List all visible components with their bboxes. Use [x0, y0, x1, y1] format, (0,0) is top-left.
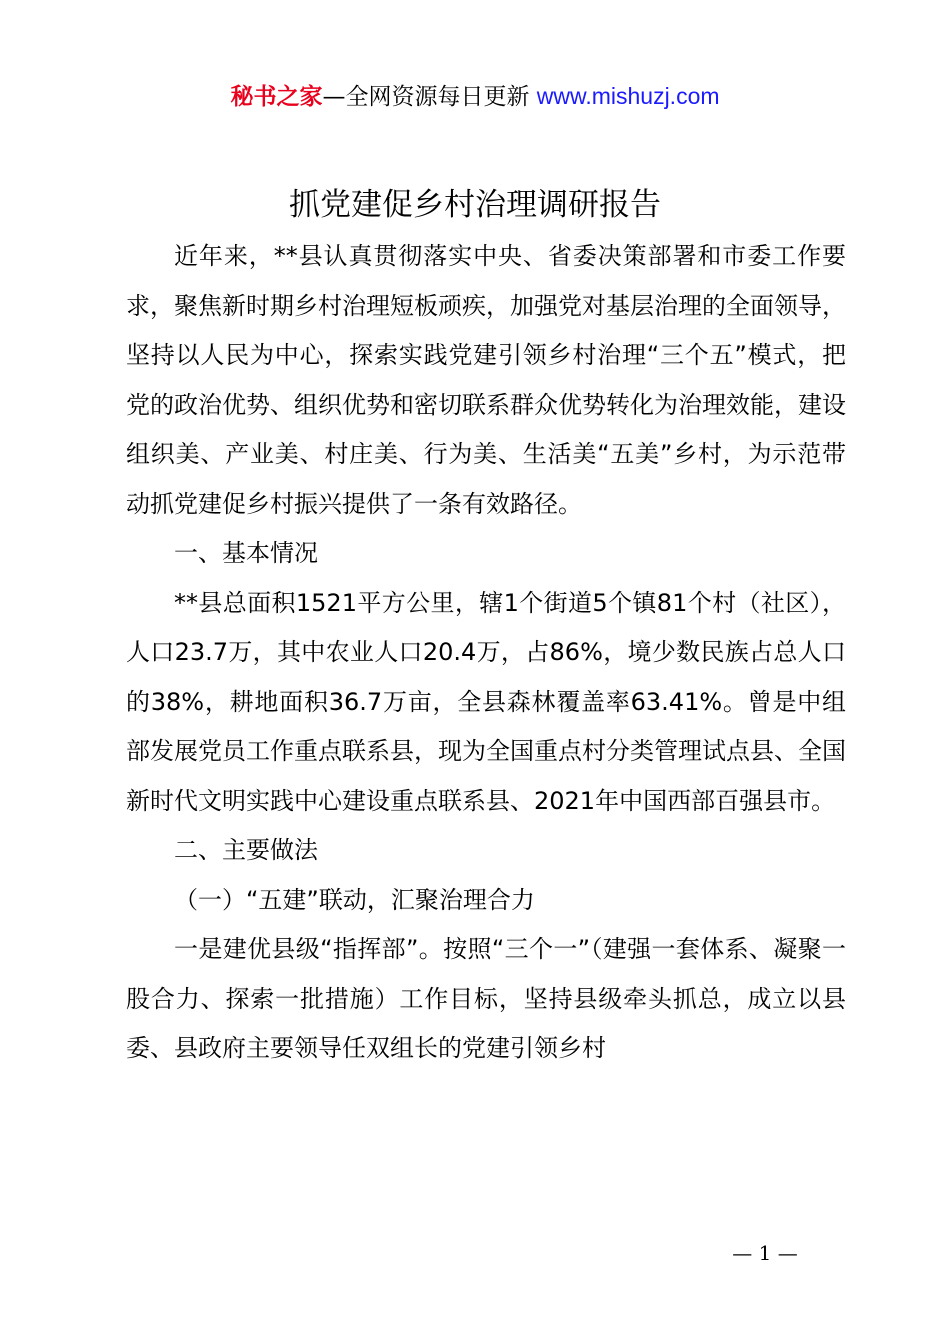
brand-name: 秘书之家: [230, 84, 323, 110]
paragraph-basic-situation: **县总面积1521平方公里，辖1个街道5个镇81个村（社区），人口23.7万，其中农业人口20.4万，占86%，境少数民族占总人口的38%，耕地面积36.7万亩，全县森林覆盖率63.41%。曾是中组部发展党员工作重点联系县，现为全国重点村分类管理试点县、全国新时代文明实践中心建设重点联系县、2021年中国西部百强县市。: [126, 588, 846, 815]
paragraph-county-command: 一是建优县级“指挥部”。按照“三个一”（建强一套体系、凝聚一股合力、探索一批措施）工作目标，坚持县级牵头抓总，成立以县委、县政府主要领导任双组长的党建引领乡村: [126, 935, 846, 1062]
page-number: — 1 —: [732, 1241, 798, 1265]
document-title: 抓党建促乡村治理调研报告: [289, 187, 661, 223]
subsection-heading-five-builds: （一）“五建”联动，汇聚治理合力: [174, 885, 535, 914]
section-heading-main-practices: 二、主要做法: [174, 836, 318, 864]
header-tagline: —全网资源每日更新: [322, 84, 530, 110]
site-url-link[interactable]: www.mishuzj.com: [536, 83, 720, 109]
site-header: [0, 80, 950, 113]
section-heading-basic-situation: 一、基本情况: [174, 539, 318, 567]
document-body: [126, 232, 846, 1074]
paragraph-intro: 近年来，**县认真贯彻落实中央、省委决策部署和市委工作要求，聚焦新时期乡村治理短板顽疾，加强党对基层治理的全面领导，坚持以人民为中心，探索实践党建引领乡村治理“三个五”模式，把党的政治优势、组织优势和密切联系群众优势转化为治理效能，建设组织美、产业美、村庄美、行为美、生活美“五美”乡村，为示范带动抓党建促乡村振兴提供了一条有效路径。: [126, 242, 846, 518]
